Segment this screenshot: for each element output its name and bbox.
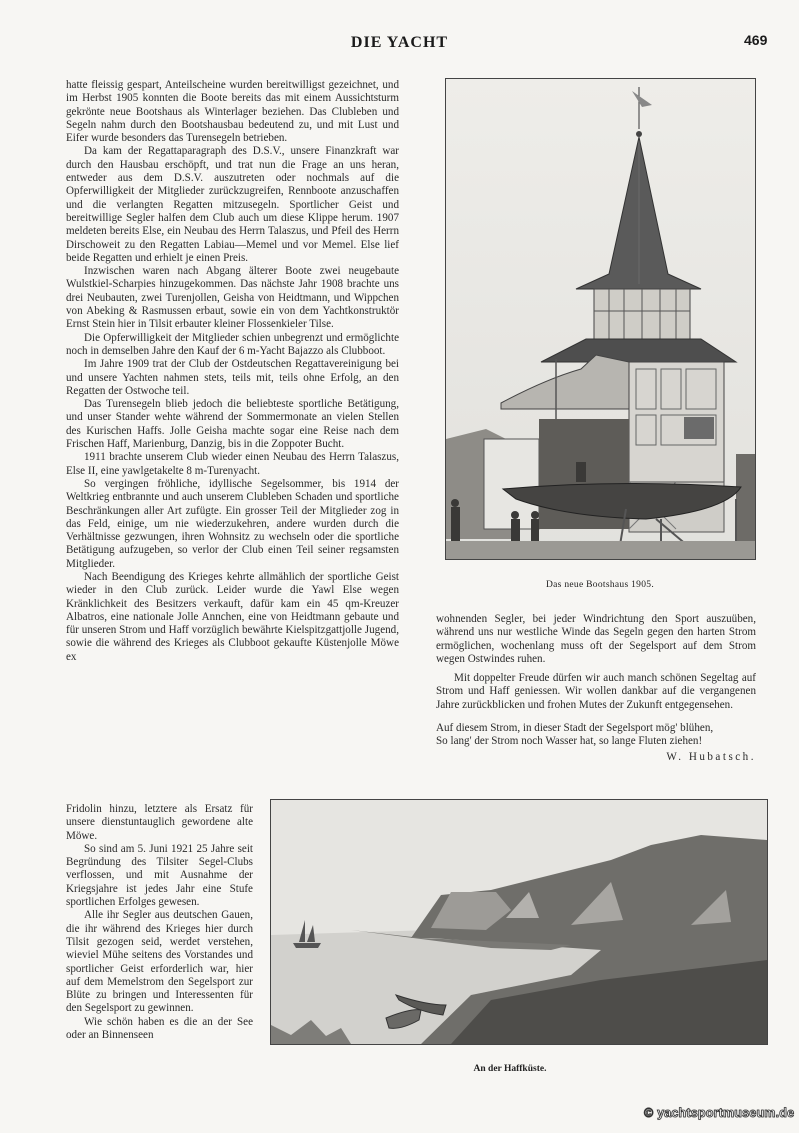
coast-illustration — [271, 800, 767, 1044]
boathouse-caption: Das neue Bootshaus 1905. — [546, 580, 654, 590]
paragraph: So vergingen fröhliche, idyllische Segelsommer, bis 1914 der Weltkrieg entbrannte und auch unserem Clubleben Schaden und sportliche Beschränkungen aller Art zufügte. Ein grosser Teil der Mitglieder zog in das Feld, einige, um nie wiederzukehren, andere wurden durch die Verhältnisse gezwungen, ihren Wohnsitz zu wechseln oder die sportliche Betätigung aufzugeben, so verlor der Club einen Teil seiner regsamsten Mitglieder. — [66, 477, 399, 570]
paragraph: Fridolin hinzu, letztere als Ersatz für unsere dienstuntauglich gewordene alte Möwe. — [66, 803, 253, 842]
paragraph: Das Turensegeln blieb jedoch die beliebteste sportliche Betätigung, und unser Stander wehte während der Sommermonate an vielen Stellen des Kurischen Haffs. Jolle Geisha machte sogar eine Reise nach dem Frischen Haff, Marienburg, Danzig, bis in die Zoppoter Bucht. — [66, 398, 399, 451]
paragraph: So sind am 5. Juni 1921 25 Jahre seit Begründung des Tilsiter Segel-Clubs verflossen, und mit Ausnahme der Kriegsjahre ist jedes Jahr eine Stufe sportlichen Erfolges gewesen. — [66, 842, 253, 909]
article-left-column — [66, 79, 399, 664]
coast-caption: An der Haffküste. — [473, 1064, 547, 1074]
paragraph: Alle ihr Segler aus deutschen Gauen, die ihr während des Krieges hier durch Tilsit gezogen seid, werdet verstehen, wieviel Mühe seitens des Vorstandes und sportlicher Geist erforderlich war, hier auf dem Memelstrom den Segelsport zur Blüte zu bringen und Interessenten für den Segelsport zu gewinnen. — [66, 909, 253, 1015]
article-right-column — [436, 613, 756, 764]
paragraph: Inzwischen waren nach Abgang älterer Boote zwei neugebaute Wulstkiel-Scharpies hinzugekommen. Das nächste Jahr 1908 brachte uns drei Neubauten, zwei Turenjollen, Geisha von Heidtmann, und Wippchen von Abeking & Rasmussen erbaut, sowie ein von dem Yachtkonstruktör Ernst Stein hier in Tilsit erbauter kleiner Flossenkieler Tilse. — [66, 265, 399, 331]
paragraph: Mit doppelter Freude dürfen wir auch manch schönen Segeltag auf Strom und Haff geniessen. Wir wollen dankbar auf die vergangenen Jahre zurückblicken und frohen Mutes der Zukunft entgegensehen. — [436, 672, 756, 711]
boathouse-illustration — [446, 79, 755, 559]
boathouse-photo — [445, 78, 756, 560]
verse-line: So lang' der Strom noch Wasser hat, so lange Fluten ziehen! — [436, 735, 703, 748]
paragraph: Nach Beendigung des Krieges kehrte allmählich der sportliche Geist wieder in den Club zurück. Leider wurde die Yawl Else wegen Kränklichkeit des Besitzers verkauft, dafür kam ein 45 qm-Kreuzer Albatros, eine nationale Jolle Annchen, eine von Heidtmann gebaute und für unseren Strom und Haff vorzüglich bewährte Kielspitzgattjolle Jugend, sowie die während des Krieges als Clubboot gekaufte Küstenjolle Möwe ex — [66, 570, 399, 663]
author-signature: W. Hubatsch. — [666, 750, 756, 763]
running-header-title: DIE YACHT — [350, 34, 449, 51]
copyright-watermark: © yachtsportmuseum.de — [644, 1106, 795, 1120]
verse-line: Auf diesem Strom, in dieser Stadt der Segelsport mög' blühen, — [436, 722, 714, 735]
paragraph: Wie schön haben es die an der See oder an Binnenseen — [66, 1015, 253, 1042]
paragraph: Da kam der Regattaparagraph des D.S.V., unsere Finanzkraft war durch den Hausbau erschöpft, und trat nun die Frage an uns heran, entweder aus dem D.S.V. auszutreten oder nochmals auf die Opferwilligkeit der Mitglieder zurückzugreifen, Rennboote anzuschaffen und die verlangten Regatten mitzusegeln. Sportlicher Geist und bereitwillige Segler halfen dem Club auch um diese Klippe herum. 1907 meldeten bereits Else, ein Neubau des Herrn Talaszus, und Pfeil des Herrn Dirschoweit zu den Regatten Labiau—Memel und vor Memel. Else lief beide Regatten und erhielt je einen Preis. — [66, 145, 399, 264]
paragraph: 1911 brachte unserem Club wieder einen Neubau des Herrn Talaszus, Else II, eine yawlgetakelte 8 m-Turenyacht. — [66, 451, 399, 477]
paragraph: Im Jahre 1909 trat der Club der Ostdeutschen Regattavereinigung bei und unsere Yachten nahmen stets, teils mit, teils ohne Erfolg, an den Regatten der Ostwoche teil. — [66, 358, 399, 397]
page-number: 469 — [744, 32, 768, 48]
paragraph: Die Opferwilligkeit der Mitglieder schien unbegrenzt und ermöglichte noch in demselben Jahre den Kauf der 6 m-Yacht Bajazzo als Clubboot. — [66, 331, 399, 357]
paragraph: hatte fleissig gespart, Anteilscheine wurden bereitwilligst gezeichnet, und im Herbst 1905 konnten die Boote bereits das mit einem Aussichtsturm gekrönte neue Bootshaus als Winterlager beziehen. Das Clubleben und Segeln nahm durch den Bootshausbau bedeutend zu, und mit Lust und Eifer wurde besonders das Turensegeln betrieben. — [66, 79, 399, 145]
haff-coast-photo — [270, 799, 768, 1045]
article-left-narrow-column — [66, 803, 253, 1042]
paragraph: wohnenden Segler, bei jeder Windrichtung den Sport auszuüben, während uns nur westliche Winde das Segeln gegen den harten Strom ermöglichen, wochenlang muss oft der Segelsport auf dem Strom wegen Ostwindes ruhen. — [436, 613, 756, 665]
